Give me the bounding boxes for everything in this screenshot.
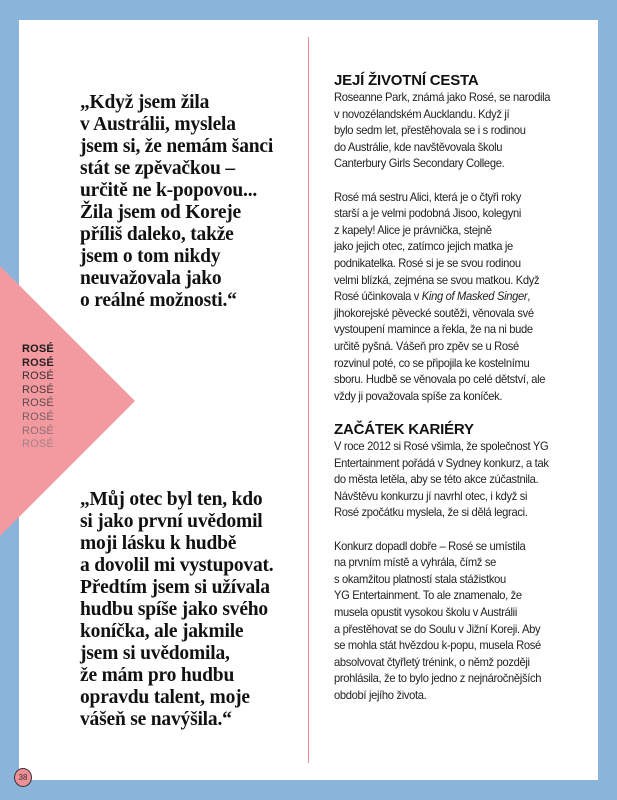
pull-quote-2: „Můj otec byl ten, kdo si jako první uvědomil moji lásku k hudbě a dovolil mi vystupovat. Předtím jsem si užívala hudbu spíše jako svého koníčka, ale jakmile jsem si uvědomila, že mám pro hudbu opravdu talent, moje vášeň se navýšila.“ xyxy=(80,489,274,730)
rose-word: ROSÉ xyxy=(22,438,54,451)
rose-word: ROSÉ xyxy=(22,343,54,355)
section-heading: JEJÍ ŽIVOTNÍ CESTA xyxy=(334,72,479,89)
text: , jihokorejské pěvecké soutěži, věnovala své vystoupení mamince a řekla, že na ni bude určitě pyšná. Vášeň pro zpěv se u Rosé rozvinul poté, co se připojila ke kostelnímu sboru. Hudbě se věnovala po celé dětství, ale vždy ji považovala spíše za koníček. xyxy=(334,289,546,403)
section-life-story xyxy=(334,72,594,404)
paragraph: Roseanne Park, známá jako Rosé, se narodila v novozélandském Aucklandu. Když jí bylo sedm let, přestěhovala se i s rodinou do Austrálie, kde navštěvovala školu Canterbury Girls Secondary College. xyxy=(334,90,551,171)
rose-word: ROSÉ xyxy=(22,370,54,383)
show-title: King of Masked Singer xyxy=(421,289,528,304)
rose-word: ROSÉ xyxy=(22,383,54,396)
pull-quote-1: „Když jsem žila v Austrálii, myslela jsem si, že nemám šanci stát se zpěvačkou – určitě ne k-popovou... Žila jsem od Koreje příliš daleko, takže jsem o tom nikdy neuvažovala jako o reálné možnosti.“ xyxy=(80,92,274,311)
rose-word: ROSÉ xyxy=(22,424,54,437)
rose-word: ROSÉ xyxy=(22,397,54,410)
paragraph xyxy=(334,189,594,405)
section-career-start xyxy=(334,421,594,704)
section-heading: ZAČÁTEK KARIÉRY xyxy=(334,421,474,438)
rose-word: ROSÉ xyxy=(22,356,54,369)
paragraph: V roce 2012 si Rosé všimla, že společnost YG Entertainment pořádá v Sydney konkurz, a tak do města letěla, aby se této akce zúčastnila. Návštěvu konkurzu jí navrhl otec, i když si Rosé zpočátku myslela, že si dělá legraci. xyxy=(334,439,549,520)
column-divider xyxy=(308,37,309,763)
rose-word: ROSÉ xyxy=(22,410,54,423)
text: Rosé má sestru Alici, která je o čtyři roky starší a je velmi podobná Jisoo, kolegyni z kapely! Alice je právnička, stejně jako jejich otec, zatímco jejich matka je podnikatelka. Rosé si je se svou rodinou velmi blízká, zejména se svou matkou. Když Rosé účinkovala v xyxy=(334,189,540,304)
paragraph: Konkurz dopadl dobře – Rosé se umístila na prvním místě a vyhrála, čímž se s okamžitou platností stala stážistkou YG Entertainment. To ale znamenalo, že musela opustit vysokou školu v Austrálii a přestěhovat se do Soulu v Jižní Koreji. Aby se mohla stát hvězdou k-popu, musela Rosé absolvovat čtyřletý trénink, o němž později prohlásila, že to bylo jedno z nejnáročnějších období jejího života. xyxy=(334,538,542,702)
rose-word-stack xyxy=(22,343,54,452)
page-number: 38 xyxy=(14,768,32,787)
